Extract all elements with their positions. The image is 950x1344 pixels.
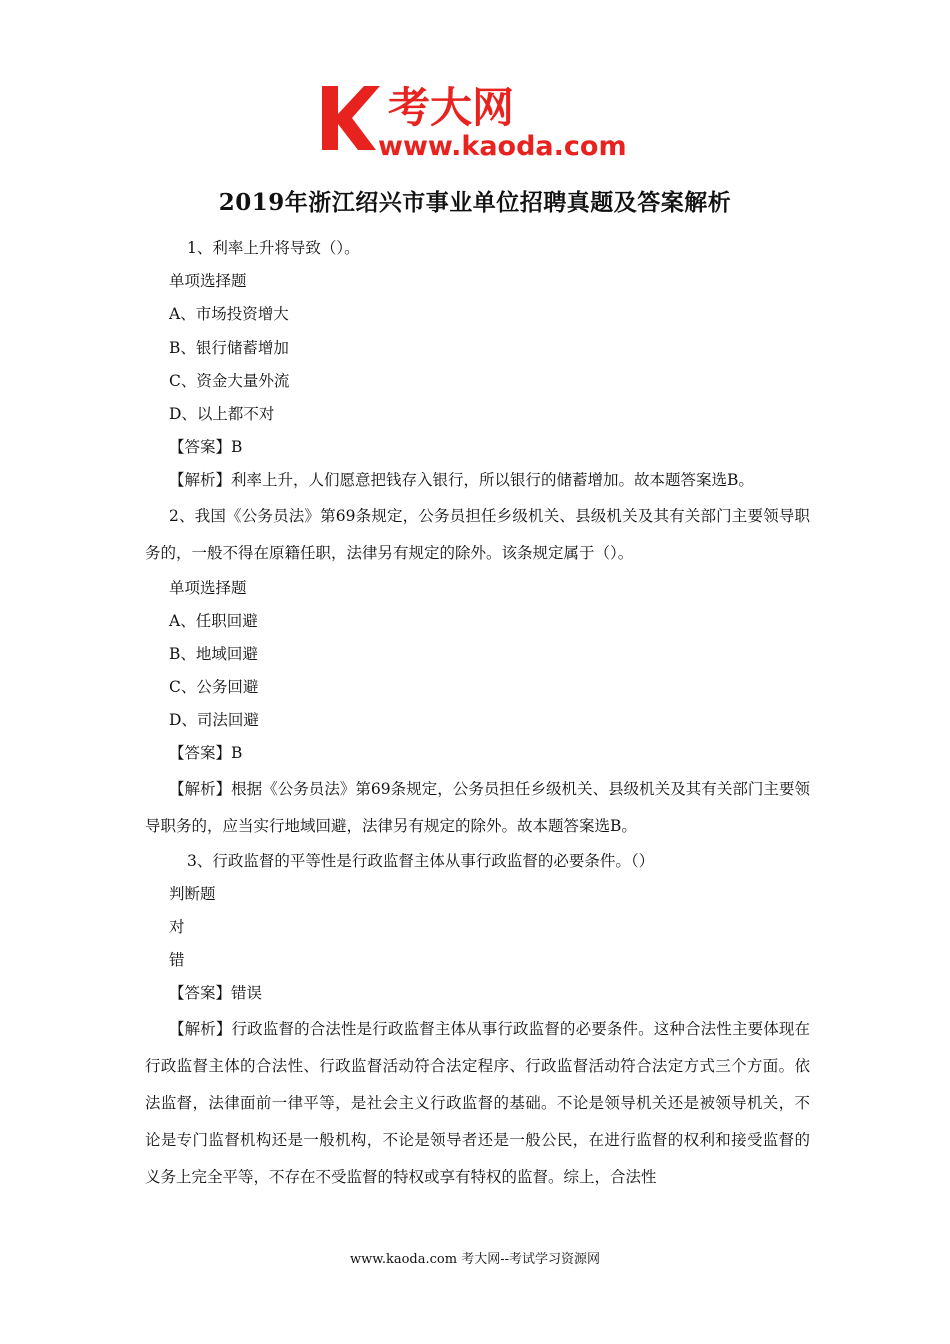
- q2-analysis: 【解析】根据《公务员法》第69条规定，公务员担任乡级机关、县级机关及其有关部门主要领导职务的，应当实行地域回避，法律另有规定的除外。故本题答案选B。: [145, 779, 810, 835]
- q3-analysis: 【解析】行政监督的合法性是行政监督主体从事行政监督的必要条件。这种合法性主要体现在行政监督主体的合法性、行政监督活动符合法定程序、行政监督活动符合法定方式三个方面。依法监督，法律面前一律平等，是社会主义行政监督的基础。不论是领导机关还是被领导机关，不论是专门监督机构还是一般机构，不论是领导者还是一般公民，在进行监督的权利和接受监督的义务上完全平等，不存在不受监督的特权或享有特权的监督。综上，合法性: [145, 1019, 810, 1186]
- q2-option-c: C、公务回避: [169, 678, 259, 697]
- document-body: [145, 232, 810, 1196]
- q2-option-a: A、任职回避: [169, 611, 258, 630]
- q2-type: 单项选择题: [169, 578, 247, 597]
- q1-answer: 【答案】B: [169, 438, 243, 457]
- q1-option-a: A、市场投资增大: [169, 305, 289, 324]
- q3-option-true: 对: [169, 918, 185, 936]
- q2-stem: 2、我国《公务员法》第69条规定，公务员担任乡级机关、县级机关及其有关部门主要领导职务的，一般不得在原籍任职，法律另有规定的除外。该条规定属于（）。: [145, 506, 810, 562]
- kaoda-logo-icon: [318, 80, 638, 160]
- q3-option-false: 错: [169, 951, 185, 970]
- q1-type: 单项选择题: [169, 272, 247, 291]
- q2-option-b: B、地域回避: [169, 644, 258, 663]
- q3-stem: 3、行政监督的平等性是行政监督主体从事行政监督的必要条件。（）: [187, 851, 655, 870]
- q2-option-d: D、司法回避: [169, 711, 259, 730]
- q1-option-d: D、以上都不对: [169, 404, 275, 423]
- q1-analysis: 【解析】利率上升，人们愿意把钱存入银行，所以银行的储蓄增加。故本题答案选B。: [169, 471, 754, 490]
- logo-chinese-text: 考大网: [388, 83, 515, 132]
- page-title: 2019年浙江绍兴市事业单位招聘真题及答案解析: [218, 189, 732, 216]
- q1-stem: 1、利率上升将导致（）。: [187, 239, 360, 257]
- q2-answer: 【答案】B: [169, 744, 243, 763]
- q3-answer: 【答案】错误: [169, 984, 263, 1003]
- q1-option-c: C、资金大量外流: [169, 371, 290, 390]
- site-logo[interactable]: [318, 80, 638, 160]
- logo-url-text: www.kaoda.com: [378, 131, 627, 160]
- page-footer: www.kaoda.com 考大网--考试学习资源网: [350, 1252, 600, 1267]
- q1-option-b: B、银行储蓄增加: [169, 338, 289, 357]
- q3-type: 判断题: [169, 884, 216, 903]
